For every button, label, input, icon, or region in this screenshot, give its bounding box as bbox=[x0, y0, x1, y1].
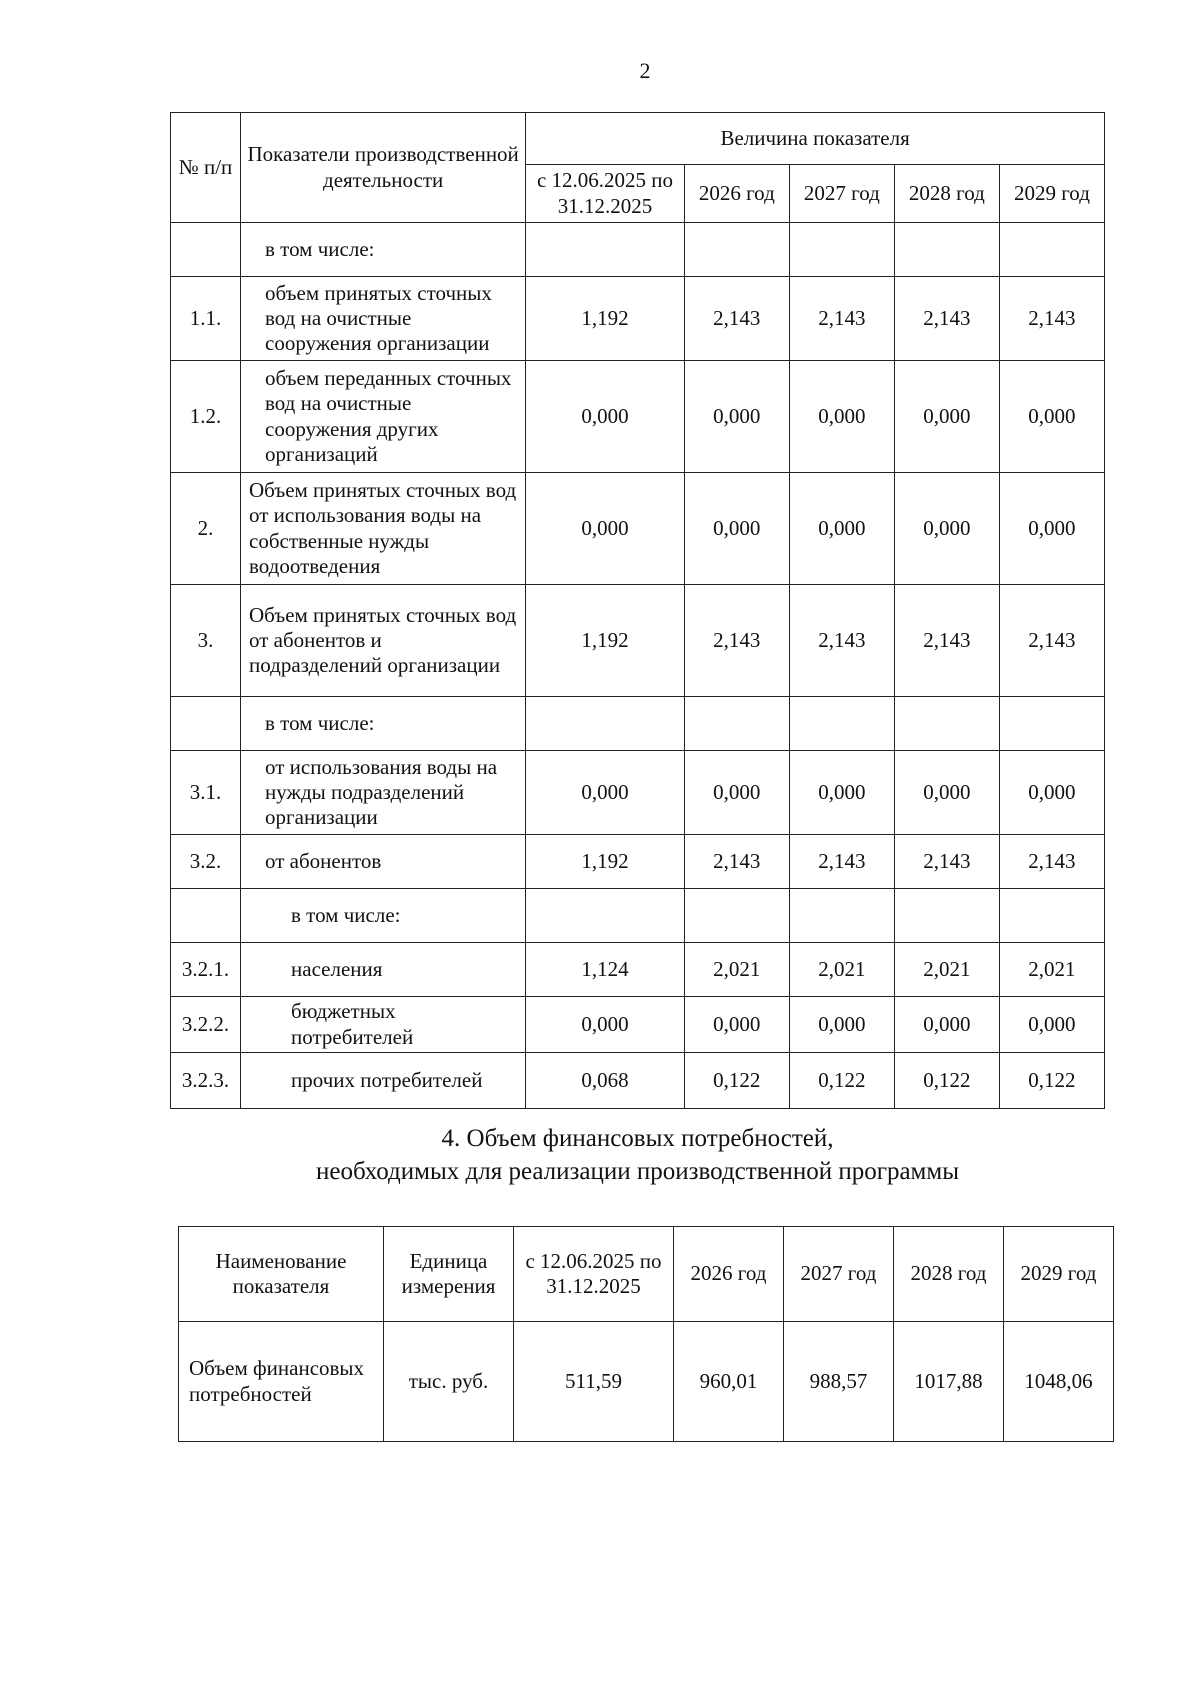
section-title-line: необходимых для реализации производственной программы bbox=[315, 1157, 959, 1185]
value-cell: 0,000 bbox=[684, 473, 789, 585]
value-cell: 2,143 bbox=[789, 277, 894, 361]
value-cell: 2,143 bbox=[789, 585, 894, 697]
value-cell: 0,000 bbox=[999, 473, 1104, 585]
value-cell: 2,143 bbox=[684, 835, 789, 889]
value-cell: 2,021 bbox=[789, 943, 894, 997]
unit-cell: тыс. руб. bbox=[384, 1322, 514, 1442]
row-number: 3.2.1. bbox=[171, 943, 241, 997]
section-title bbox=[170, 1123, 1105, 1188]
value-cell: 0,000 bbox=[789, 751, 894, 835]
value-cell bbox=[526, 889, 685, 943]
table-row bbox=[171, 223, 1105, 277]
value-cell: 0,000 bbox=[999, 751, 1104, 835]
table-row bbox=[171, 277, 1105, 361]
value-cell: 0,122 bbox=[789, 1053, 894, 1109]
table-row bbox=[171, 889, 1105, 943]
value-cell: 960,01 bbox=[674, 1322, 784, 1442]
value-cell bbox=[894, 223, 999, 277]
row-number bbox=[171, 223, 241, 277]
value-cell: 2,021 bbox=[684, 943, 789, 997]
value-cell bbox=[789, 223, 894, 277]
value-cell: 1,192 bbox=[526, 835, 685, 889]
value-cell: 0,000 bbox=[684, 997, 789, 1053]
row-label: Объем принятых сточных вод от использования воды на собственные нужды водоотведения bbox=[241, 473, 526, 585]
row-label: объем принятых сточных вод на очистные сооружения организации bbox=[241, 277, 526, 361]
header-period: 2027 год bbox=[789, 165, 894, 223]
value-cell: 2,143 bbox=[894, 585, 999, 697]
value-cell: 2,143 bbox=[999, 277, 1104, 361]
row-label: в том числе: bbox=[241, 223, 526, 277]
value-cell: 1048,06 bbox=[1004, 1322, 1114, 1442]
value-cell: 2,143 bbox=[684, 277, 789, 361]
header-period: 2026 год bbox=[684, 165, 789, 223]
value-cell: 0,000 bbox=[894, 997, 999, 1053]
header-cell: Наименование показателя bbox=[179, 1227, 384, 1322]
value-cell: 0,000 bbox=[789, 361, 894, 473]
value-cell bbox=[789, 697, 894, 751]
header-num: № п/п bbox=[171, 113, 241, 223]
header-cell: 2028 год bbox=[894, 1227, 1004, 1322]
value-cell: 2,143 bbox=[894, 835, 999, 889]
value-cell: 2,143 bbox=[684, 585, 789, 697]
section-title-line: 4. Объем финансовых потребностей, bbox=[441, 1125, 834, 1152]
header-cell: Единица измерения bbox=[384, 1227, 514, 1322]
row-label: населения bbox=[241, 943, 526, 997]
table-row bbox=[179, 1322, 1114, 1442]
value-cell: 0,000 bbox=[526, 751, 685, 835]
row-number: 3.2.2. bbox=[171, 997, 241, 1053]
row-number: 2. bbox=[171, 473, 241, 585]
table-row bbox=[171, 1053, 1105, 1109]
row-number bbox=[171, 889, 241, 943]
value-cell: 988,57 bbox=[784, 1322, 894, 1442]
value-cell: 0,000 bbox=[684, 361, 789, 473]
value-cell: 0,122 bbox=[894, 1053, 999, 1109]
value-cell: 0,000 bbox=[894, 361, 999, 473]
row-label: Объем финансовых потребностей bbox=[179, 1322, 384, 1442]
value-cell bbox=[999, 889, 1104, 943]
value-cell: 1,124 bbox=[526, 943, 685, 997]
value-cell: 2,021 bbox=[894, 943, 999, 997]
row-number: 1.2. bbox=[171, 361, 241, 473]
value-cell: 0,000 bbox=[789, 997, 894, 1053]
row-label: прочих потребителей bbox=[241, 1053, 526, 1109]
row-label: Объем принятых сточных вод от абонентов и подразделений организации bbox=[241, 585, 526, 697]
table-row bbox=[171, 835, 1105, 889]
production-indicators-body bbox=[171, 223, 1105, 1109]
value-cell bbox=[999, 697, 1104, 751]
row-number: 1.1. bbox=[171, 277, 241, 361]
row-number bbox=[171, 697, 241, 751]
financial-needs-table bbox=[178, 1226, 1114, 1442]
value-cell bbox=[789, 889, 894, 943]
value-cell: 1,192 bbox=[526, 585, 685, 697]
production-indicators-table bbox=[170, 112, 1105, 1109]
header-cell: 2026 год bbox=[674, 1227, 784, 1322]
value-cell: 0,000 bbox=[999, 997, 1104, 1053]
value-cell: 2,143 bbox=[999, 835, 1104, 889]
header-period: 2029 год bbox=[999, 165, 1104, 223]
table-row bbox=[171, 473, 1105, 585]
value-cell bbox=[999, 223, 1104, 277]
table-row bbox=[171, 751, 1105, 835]
value-cell: 0,122 bbox=[999, 1053, 1104, 1109]
value-cell bbox=[526, 697, 685, 751]
value-cell: 0,000 bbox=[684, 751, 789, 835]
row-number: 3.2. bbox=[171, 835, 241, 889]
value-cell: 2,143 bbox=[999, 585, 1104, 697]
value-cell: 2,143 bbox=[789, 835, 894, 889]
financial-needs-body bbox=[179, 1322, 1114, 1442]
row-label: в том числе: bbox=[241, 889, 526, 943]
value-cell: 0,068 bbox=[526, 1053, 685, 1109]
value-cell bbox=[894, 889, 999, 943]
value-cell: 511,59 bbox=[514, 1322, 674, 1442]
header-period: с 12.06.2025 по 31.12.2025 bbox=[526, 165, 685, 223]
table-row bbox=[171, 697, 1105, 751]
header-cell: 2027 год bbox=[784, 1227, 894, 1322]
header-cell: с 12.06.2025 по 31.12.2025 bbox=[514, 1227, 674, 1322]
value-cell bbox=[526, 223, 685, 277]
value-cell: 0,122 bbox=[684, 1053, 789, 1109]
row-number: 3.1. bbox=[171, 751, 241, 835]
value-cell: 2,021 bbox=[999, 943, 1104, 997]
value-cell: 0,000 bbox=[526, 473, 685, 585]
value-cell: 0,000 bbox=[526, 361, 685, 473]
page-number: 2 bbox=[639, 58, 651, 83]
row-number: 3.2.3. bbox=[171, 1053, 241, 1109]
value-cell: 2,143 bbox=[894, 277, 999, 361]
header-cell: 2029 год bbox=[1004, 1227, 1114, 1322]
row-label: от абонентов bbox=[241, 835, 526, 889]
value-cell bbox=[684, 223, 789, 277]
row-label: бюджетных потребителей bbox=[241, 997, 526, 1053]
row-number: 3. bbox=[171, 585, 241, 697]
value-cell bbox=[684, 889, 789, 943]
value-cell: 1,192 bbox=[526, 277, 685, 361]
value-cell: 0,000 bbox=[894, 751, 999, 835]
header-value-group: Величина показателя bbox=[526, 113, 1105, 165]
value-cell: 0,000 bbox=[789, 473, 894, 585]
row-label: от использования воды на нужды подразделений организации bbox=[241, 751, 526, 835]
header-period: 2028 год bbox=[894, 165, 999, 223]
table-row bbox=[171, 361, 1105, 473]
value-cell: 0,000 bbox=[894, 473, 999, 585]
value-cell: 0,000 bbox=[999, 361, 1104, 473]
table-row bbox=[171, 943, 1105, 997]
value-cell: 1017,88 bbox=[894, 1322, 1004, 1442]
table-row bbox=[171, 585, 1105, 697]
header-indicator: Показатели производственной деятельности bbox=[241, 113, 526, 223]
value-cell bbox=[684, 697, 789, 751]
table-row bbox=[171, 997, 1105, 1053]
row-label: в том числе: bbox=[241, 697, 526, 751]
value-cell bbox=[894, 697, 999, 751]
row-label: объем переданных сточных вод на очистные сооружения других организаций bbox=[241, 361, 526, 473]
value-cell: 0,000 bbox=[526, 997, 685, 1053]
